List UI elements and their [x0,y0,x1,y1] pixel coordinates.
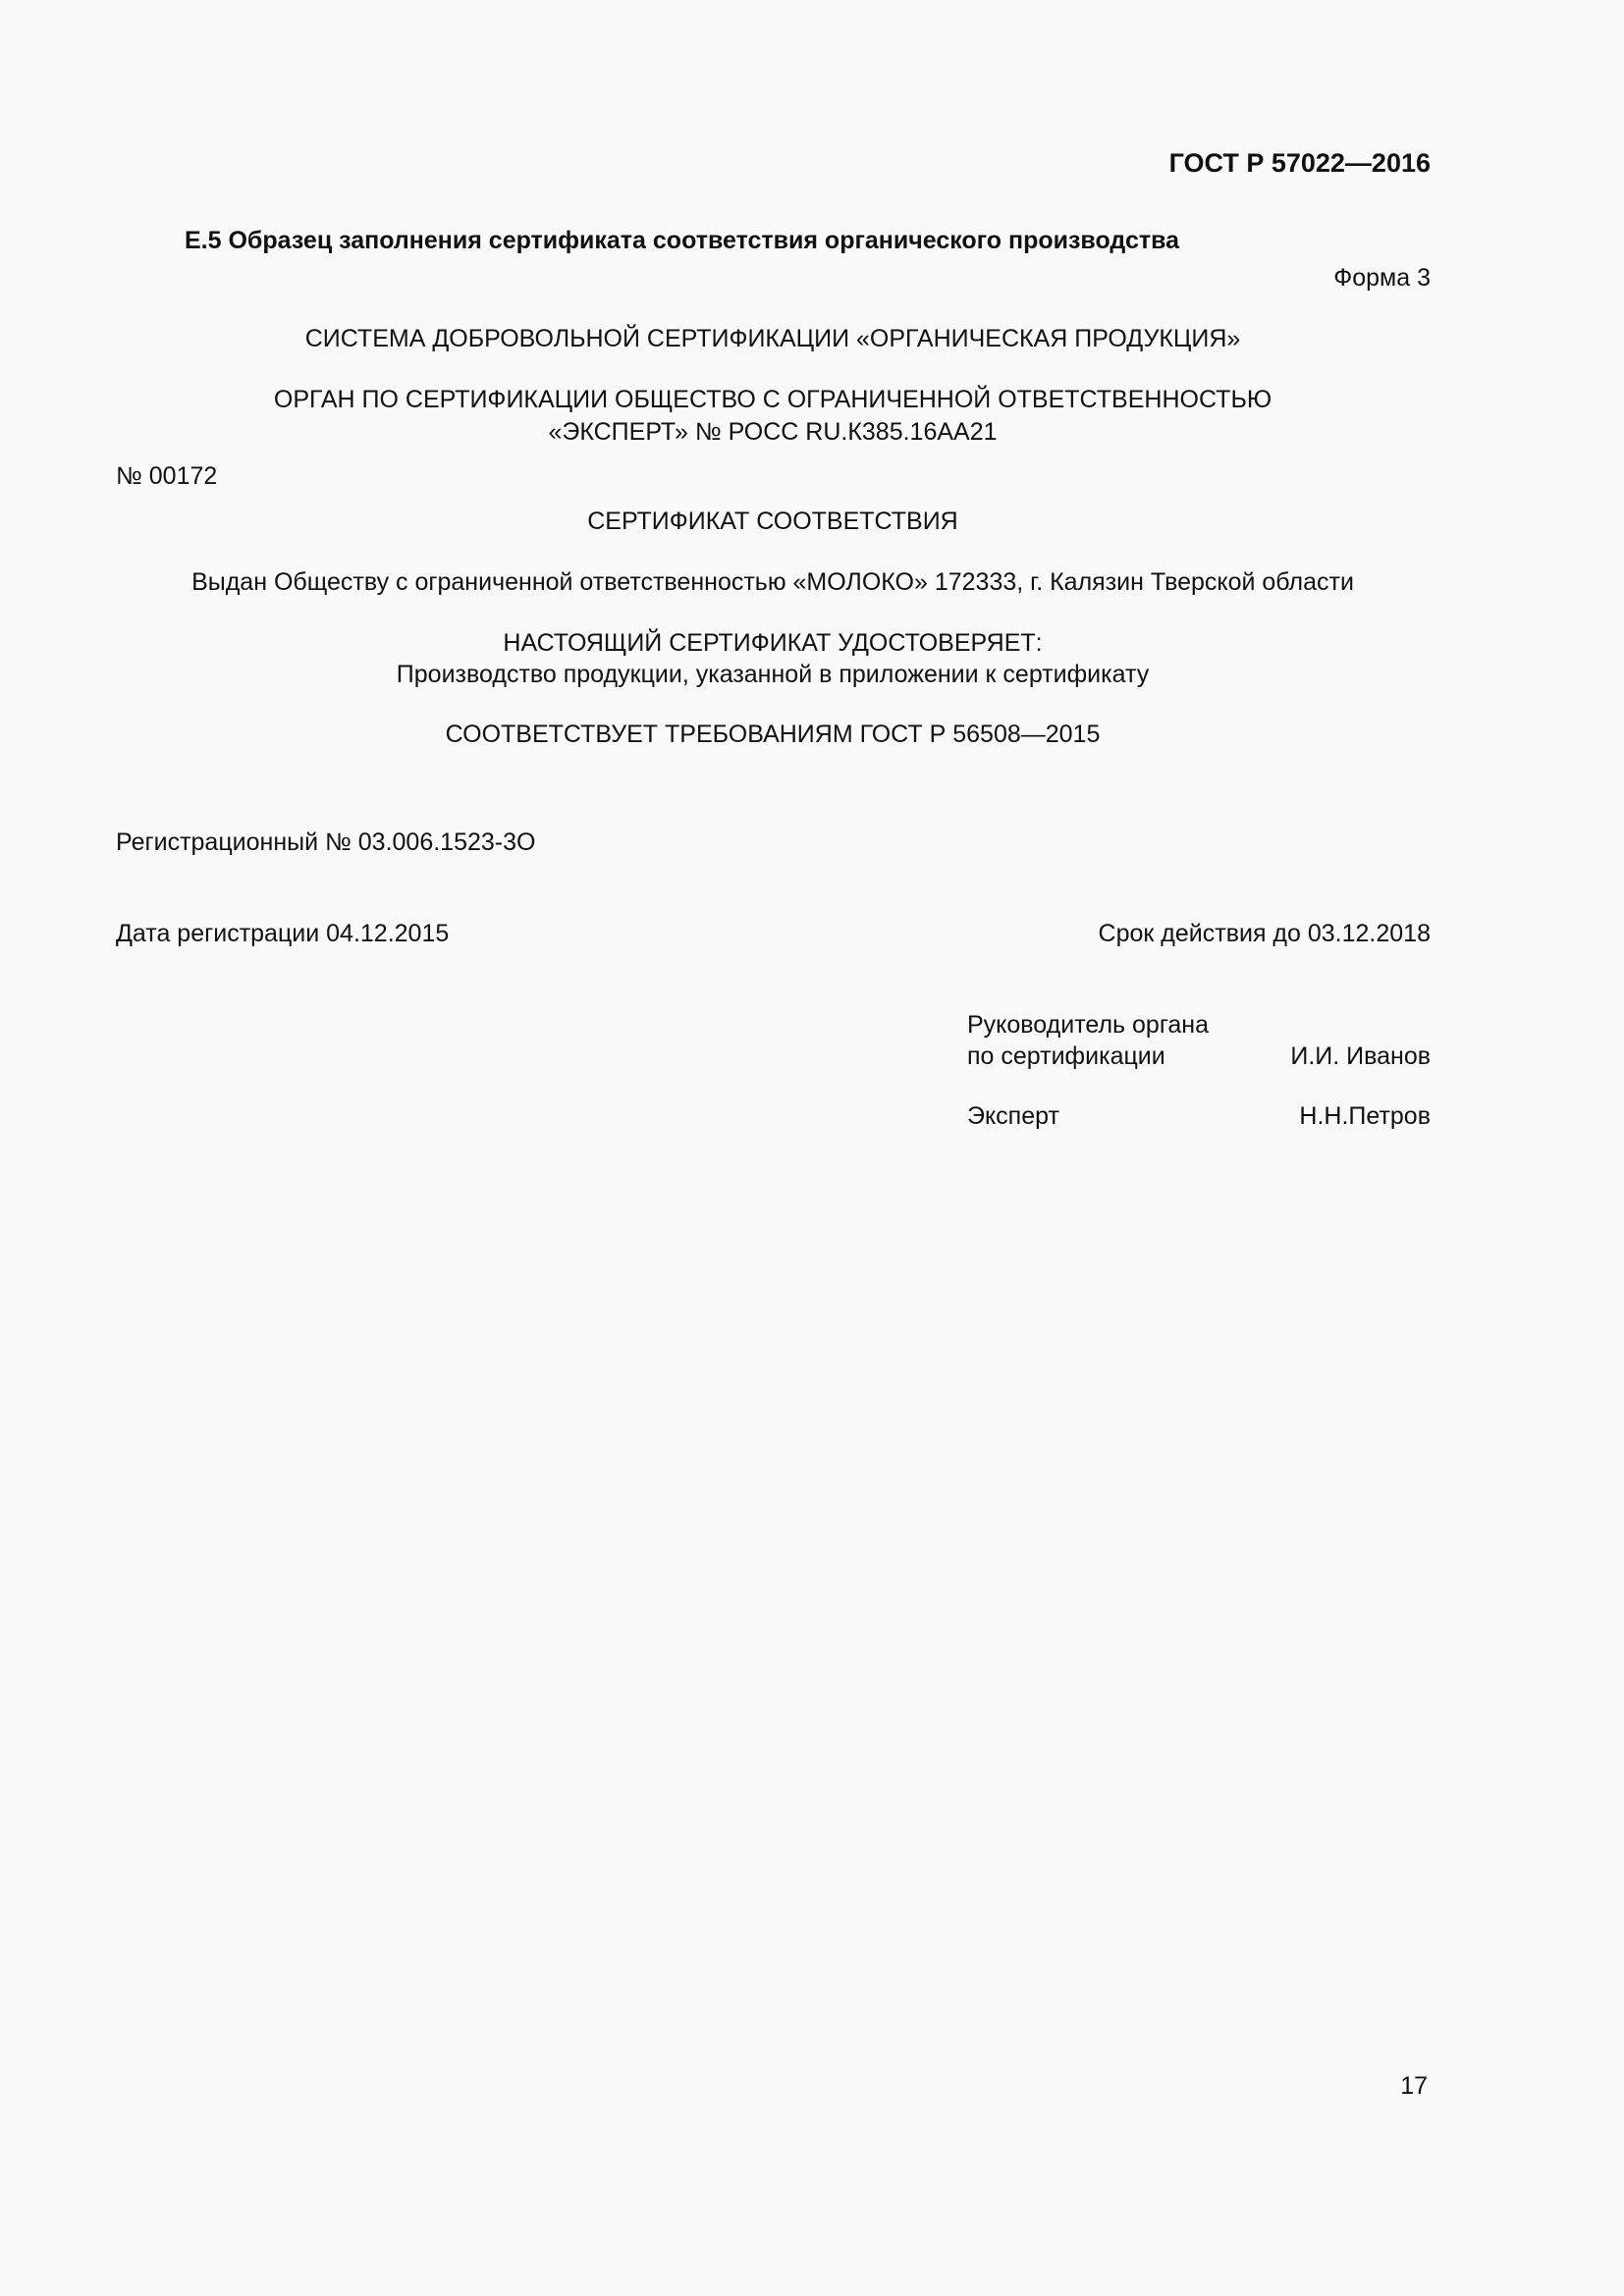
certification-system-name: СИСТЕМА ДОБРОВОЛЬНОЙ СЕРТИФИКАЦИИ «ОРГАНИЧЕСКАЯ ПРОДУКЦИЯ» [304,325,1241,352]
page-number: 17 [1400,2072,1428,2100]
registration-number: Регистрационный № 03.006.1523-3О [116,828,536,856]
certifies-heading: НАСТОЯЩИЙ СЕРТИФИКАТ УДОСТОВЕРЯЕТ: [503,629,1043,657]
complies-statement: СООТВЕТСТВУЕТ ТРЕБОВАНИЯМ ГОСТ Р 56508—2015 [445,721,1101,748]
certificate-title: СЕРТИФИКАТ СООТВЕТСТВИЯ [587,507,958,535]
certification-body-line-2: «ЭКСПЕРТ» № РОСС RU.К385.16АА21 [548,418,998,446]
certificate-number: № 00172 [116,462,218,490]
expert-role: Эксперт [967,1102,1059,1130]
document-code: ГОСТ Р 57022—2016 [1168,148,1431,178]
expert-name: Н.Н.Петров [1299,1102,1431,1130]
valid-until: Срок действия до 03.12.2018 [1098,920,1431,947]
head-role-line-2: по сертификации [967,1042,1165,1070]
certification-body-line-1: ОРГАН ПО СЕРТИФИКАЦИИ ОБЩЕСТВО С ОГРАНИЧЕННОЙ ОТВЕТСТВЕННОСТЬЮ [273,386,1272,413]
form-label: Форма 3 [1333,264,1431,292]
head-name: И.И. Иванов [1290,1042,1431,1070]
section-heading: Е.5 Образец заполнения сертификата соответствия органического производства [185,227,1180,254]
head-role-line-1: Руководитель органа [967,1011,1209,1039]
registration-date: Дата регистрации 04.12.2015 [116,920,450,947]
certifies-text: Производство продукции, указанной в приложении к сертификату [396,661,1150,688]
issued-to: Выдан Обществу с ограниченной ответственностью «МОЛОКО» 172333, г. Калязин Тверской области [191,568,1354,596]
